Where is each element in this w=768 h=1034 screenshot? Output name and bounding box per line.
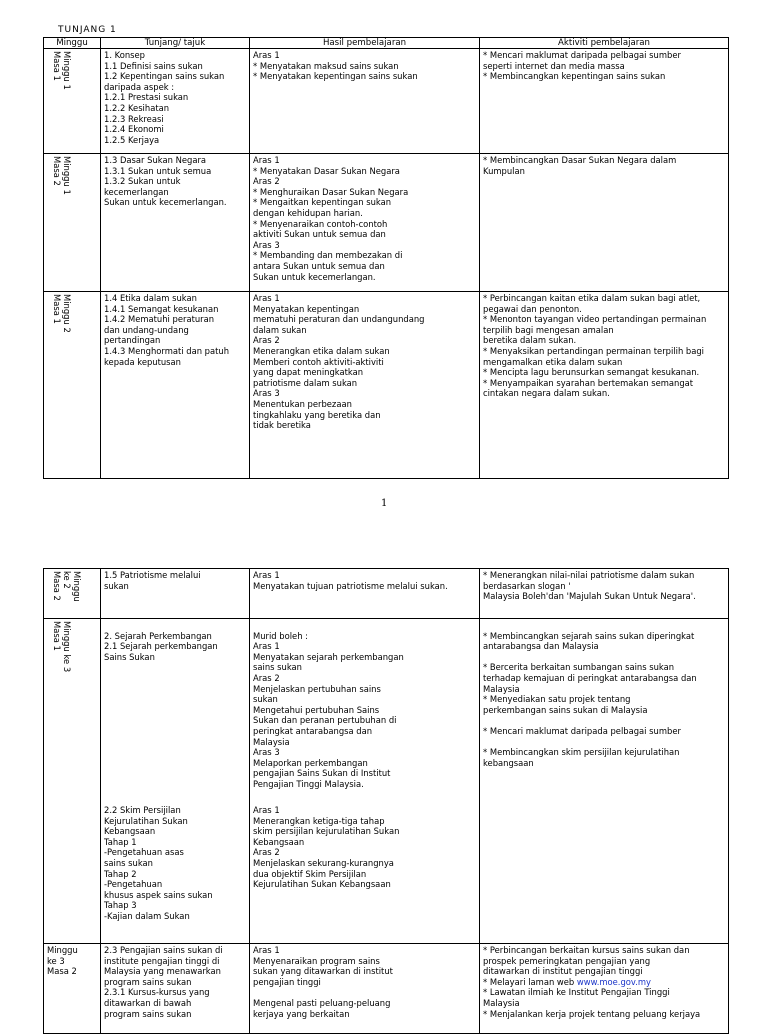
week-cell: Minggu ke 3 Masa 2 [44,944,101,1034]
week-cell [44,49,101,154]
week-label: Minggu 2 Masa 1 [52,294,72,333]
week-cell [44,619,101,944]
table-row [44,619,729,944]
week-cell [44,154,101,292]
activity-cell: * Mencari maklumat daripada pelbagai sumber seperti internet dan media massa * Membincangkan kepentingan sains sukan [480,49,729,154]
activity-cell: * Perbincangan kaitan etika dalam sukan bagi atlet, pegawai dan penonton. * Menonton tayangan video pertandingan permainan terpilih bagi mengesan amalan beretika dalam sukan. * Menyaksikan pertandingan permainan terpilih bagi mengamalkan etika dalam sukan * Mencipta lagu berunsurkan semangat kesukanan. * Menyampaikan syarahan bertemakan semangat cintakan negara dalam sukan. [480,292,729,479]
page-number: 1 [381,498,388,509]
outcome-cell: Aras 1 * Menyatakan maksud sains sukan * Menyatakan kepentingan sains sukan [250,49,480,154]
topic-text-secondary: 2.2 Skim Persijilan Kejurulatihan Sukan Kebangsaan Tahap 1 -Pengetahuan asas sains sukan Tahap 2 -Pengetahuan khusus aspek sains sukan Tahap 3 -Kajian dalam Sukan [104,805,213,921]
activity-cell: * Membincangkan Dasar Sukan Negara dalam Kumpulan [480,154,729,292]
header-activity: Aktiviti pembelajaran [480,38,729,49]
outcome-cell: Aras 1 Menyatakan kepentingan mematuhi peraturan dan undangundang dalam sukan Aras 2 Menerangkan etika dalam sukan Memberi contoh aktiviti-aktiviti yang dapat meningkatkan patriotisme dalam sukan Aras 3 Menentukan perbezaan tingkahlaku yang beretika dan tidak beretika [250,292,480,479]
moe-website-link[interactable]: www.moe.gov.my [576,976,651,987]
syllabus-table-1 [43,37,729,479]
table-row [44,49,729,154]
header-outcome: Hasil pembelajaran [250,38,480,49]
table-row [44,944,729,1034]
outcome-text: Murid boleh : Aras 1 Menyatakan sejarah perkembangan sains sukan Aras 2 Menjelaskan pertubuhan sains sukan Mengetahui pertubuhan Sains Sukan dan peranan pertubuhan di peringkat antarabangsa dan Malaysia Aras 3 Melaporkan perkembangan pengajian Sains Sukan di Institut Pengajian Tinggi Malaysia. [253,630,404,789]
table-row [44,154,729,292]
outcome-text-secondary: Aras 1 Menerangkan ketiga-tiga tahap skim persijilan kejurulatihan Sukan Kebangsaan Aras 2 Menjelaskan sekurang-kurangnya dua objektif Skim Persijilan Kejurulatihan Sukan Kebangsaan [253,805,400,890]
week-cell [44,569,101,619]
header-topic: Tunjang/ tajuk [101,38,250,49]
topic-cell: 2.3 Pengajian sains sukan di institute pengajian tinggi di Malaysia yang menawarkan program sains sukan 2.3.1 Kursus-kursus yang ditawarkan di bawah program sains sukan [101,944,250,1034]
activity-text-continued: * Lawatan ilmiah ke Institut Pengajian Tinggi Malaysia * Menjalankan kerja projek tentang peluang kerjaya [483,987,701,1019]
topic-text: 2. Sejarah Perkembangan 2.1 Sejarah perkembangan Sains Sukan [104,630,218,662]
topic-cell: 1. Konsep 1.1 Definisi sains sukan 1.2 Kepentingan sains sukan daripada aspek : 1.2.1 Prestasi sukan 1.2.2 Kesihatan 1.2.3 Rekreasi 1.2.4 Ekonomi 1.2.5 Kerjaya [101,49,250,154]
topic-cell: 1.3 Dasar Sukan Negara 1.3.1 Sukan untuk semua 1.3.2 Sukan untuk kecemerlangan Sukan untuk kecemerlangan. [101,154,250,292]
activity-cell: * Membincangkan sejarah sains sukan diperingkat antarabangsa dan Malaysia * Bercerita berkaitan sumbangan sains sukan terhadap kemajuan di peringkat antarabangsa dan Malaysia * Menyediakan satu projek tentang perkembangan sains sukan di Malaysia * Mencari maklumat daripada pelbagai sumber * Membincangkan skim persijilan kejurulatihan kebangsaan [480,619,729,944]
topic-cell: 1.5 Patriotisme melalui sukan [101,569,250,619]
topic-cell [101,619,250,944]
activity-cell: * Menerangkan nilai-nilai patriotisme dalam sukan berdasarkan slogan ' Malaysia Boleh'dan 'Majulah Sukan Untuk Negara'. [480,569,729,619]
header-week: Minggu [44,38,101,49]
activity-cell [480,944,729,1034]
syllabus-table-2 [43,568,729,1034]
activity-text: * Perbincangan berkaitan kursus sains sukan dan prospek pemeringkatan pengajian yang ditawarkan di institut pengajian tinggi * Melayari laman web [483,945,690,987]
week-label: Minggu ke 3 Masa 1 [52,621,72,673]
outcome-cell [250,619,480,944]
week-label: Minggu 1 Masa 2 [52,156,72,195]
week-label: Minggu 1 Masa 1 [52,51,72,90]
table-row [44,292,729,479]
topic-cell: 1.4 Etika dalam sukan 1.4.1 Semangat kesukanan 1.4.2 Mematuhi peraturan dan undang-undang pertandingan 1.4.3 Menghormati dan patuh kepada keputusan [101,292,250,479]
week-cell [44,292,101,479]
table-row [44,569,729,619]
week-label: Minggu ke 2 Masa 2 [52,571,82,602]
outcome-cell: Aras 1 * Menyatakan Dasar Sukan Negara Aras 2 * Menghuraikan Dasar Sukan Negara * Mengaitkan kepentingan sukan dengan kehidupan harian. * Menyenaraikan contoh-contoh aktiviti Sukan untuk semua dan Aras 3 * Membanding dan membezakan di antara Sukan untuk semua dan Sukan untuk kecemerlangan. [250,154,480,292]
outcome-cell: Aras 1 Menyenaraikan program sains sukan yang ditawarkan di institut pengajian tinggi Mengenal pasti peluang-peluang kerjaya yang berkaitan [250,944,480,1034]
document-title: TUNJANG 1 [58,25,117,35]
outcome-cell: Aras 1 Menyatakan tujuan patriotisme melalui sukan. [250,569,480,619]
